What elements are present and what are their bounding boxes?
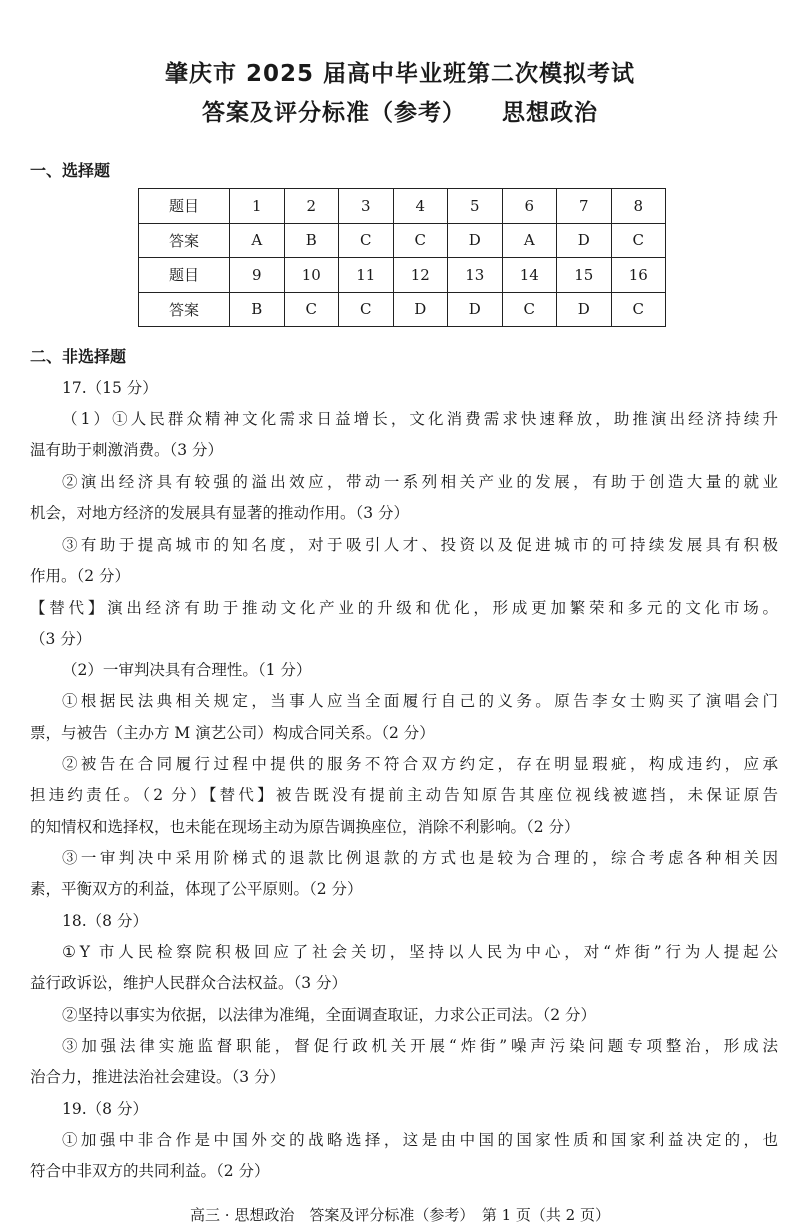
text-line: ③有助于提高城市的知名度，对于吸引人才、投资以及促进城市的可持续发展具有积极 xyxy=(62,536,778,554)
table-cell: 9 xyxy=(230,258,285,293)
table-cell: C xyxy=(611,223,666,258)
text-line: 票，与被告（主办方 M 演艺公司）构成合同关系。（2 分） xyxy=(30,724,435,742)
section-heading-choice: 一、选择题 xyxy=(30,161,111,180)
table-row xyxy=(139,223,666,258)
table-cell: 4 xyxy=(393,189,448,224)
text-line: ③一审判决中采用阶梯式的退款比例退款的方式也是较为合理的，综合考虑各种相关因 xyxy=(62,849,778,867)
table-row-header: 题目 xyxy=(139,258,230,293)
table-cell: 16 xyxy=(611,258,666,293)
table-cell: C xyxy=(284,292,339,327)
text-line: 的知情权和选择权，也未能在现场主动为原告调换座位，消除不利影响。（2 分） xyxy=(30,818,580,836)
subject-name: 思想政治 xyxy=(502,100,598,126)
text-line: 温有助于刺激消费。（3 分） xyxy=(30,441,224,459)
table-cell: 10 xyxy=(284,258,339,293)
text-line: ①根据民法典相关规定，当事人应当全面履行自己的义务。原告李女士购买了演唱会门 xyxy=(62,692,778,710)
table-cell: C xyxy=(393,223,448,258)
text-line: 治合力，推进法治社会建设。（3 分） xyxy=(30,1068,286,1086)
table-cell: 1 xyxy=(230,189,285,224)
table-cell: 8 xyxy=(611,189,666,224)
text-line: ②被告在合同履行过程中提供的服务不符合双方约定，存在明显瑕疵，构成违约，应承 xyxy=(62,755,778,773)
text-line: 益行政诉讼，维护人民群众合法权益。（3 分） xyxy=(30,974,348,992)
table-cell: C xyxy=(611,292,666,327)
table-row-header: 题目 xyxy=(139,189,230,224)
text-line: ①Y 市人民检察院积极回应了社会关切，坚持以人民为中心，对“炸街”行为人提起公 xyxy=(62,943,778,961)
table-cell: A xyxy=(230,223,285,258)
text-line: （3 分） xyxy=(30,630,92,648)
table-cell: D xyxy=(557,223,612,258)
table-row xyxy=(139,189,666,224)
table-cell: 7 xyxy=(557,189,612,224)
text-line: ②坚持以事实为依据，以法律为准绳，全面调查取证，力求公正司法。（2 分） xyxy=(62,1006,597,1024)
text-line: （2）一审判决具有合理性。（1 分） xyxy=(62,661,312,679)
table-cell: 5 xyxy=(448,189,503,224)
table-row-header: 答案 xyxy=(139,223,230,258)
table-cell: 14 xyxy=(502,258,557,293)
text-line: 素，平衡双方的利益，体现了公平原则。（2 分） xyxy=(30,880,363,898)
table-cell: 13 xyxy=(448,258,503,293)
text-line: ①加强中非合作是中国外交的战略选择，这是由中国的国家性质和国家利益决定的，也 xyxy=(62,1131,778,1149)
table-cell: A xyxy=(502,223,557,258)
section-heading-nonchoice: 二、非选择题 xyxy=(30,347,127,366)
text-line: 担违约责任。（2 分）【替代】被告既没有提前主动告知原告其座位视线被遮挡，未保证原告 xyxy=(30,786,778,804)
text-line: 18.（8 分） xyxy=(62,912,148,930)
page-footer: 高三 · 思想政治 答案及评分标准（参考） 第 1 页（共 2 页） xyxy=(190,1206,610,1224)
table-cell: D xyxy=(448,223,503,258)
subtitle-left: 答案及评分标准（参考） xyxy=(202,100,466,126)
document-title: 肇庆市 2025 届高中毕业班第二次模拟考试 xyxy=(164,61,636,87)
table-row xyxy=(139,292,666,327)
text-line: 19.（8 分） xyxy=(62,1100,148,1118)
answer-table xyxy=(138,188,666,327)
table-cell: D xyxy=(557,292,612,327)
text-line: 作用。（2 分） xyxy=(30,567,131,585)
text-line: 机会，对地方经济的发展具有显著的推动作用。（3 分） xyxy=(30,504,410,522)
table-cell: 11 xyxy=(339,258,394,293)
table-row-header: 答案 xyxy=(139,292,230,327)
table-cell: C xyxy=(502,292,557,327)
text-line: 【替代】演出经济有助于推动文化产业的升级和优化，形成更加繁荣和多元的文化市场。 xyxy=(30,599,778,617)
table-cell: 15 xyxy=(557,258,612,293)
table-cell: 12 xyxy=(393,258,448,293)
text-line: （1）①人民群众精神文化需求日益增长，文化消费需求快速释放，助推演出经济持续升 xyxy=(62,410,778,428)
text-line: ③加强法律实施监督职能，督促行政机关开展“炸街”噪声污染问题专项整治，形成法 xyxy=(62,1037,778,1055)
table-cell: D xyxy=(393,292,448,327)
table-row xyxy=(139,258,666,293)
table-cell: 3 xyxy=(339,189,394,224)
table-cell: D xyxy=(448,292,503,327)
table-cell: C xyxy=(339,223,394,258)
text-line: 17.（15 分） xyxy=(62,379,158,397)
table-cell: B xyxy=(284,223,339,258)
table-cell: 2 xyxy=(284,189,339,224)
document-subtitle xyxy=(0,94,800,127)
table-cell: 6 xyxy=(502,189,557,224)
text-line: 符合中非双方的共同利益。（2 分） xyxy=(30,1162,270,1180)
table-cell: B xyxy=(230,292,285,327)
text-line: ②演出经济具有较强的溢出效应，带动一系列相关产业的发展，有助于创造大量的就业 xyxy=(62,473,778,491)
table-cell: C xyxy=(339,292,394,327)
